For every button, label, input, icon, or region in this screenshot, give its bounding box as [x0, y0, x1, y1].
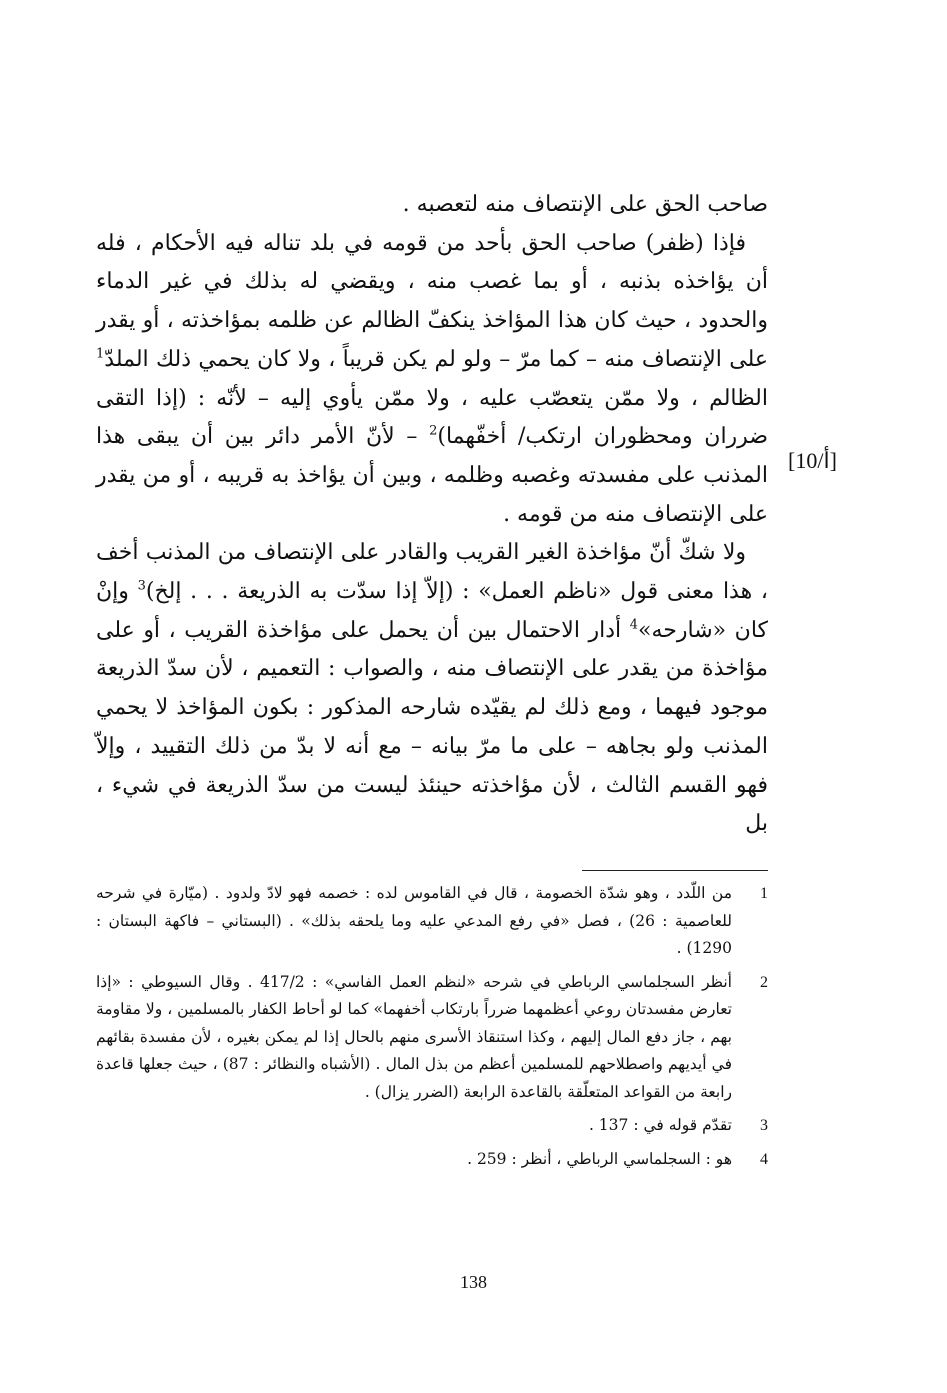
footnote-number: 1: [760, 885, 768, 902]
footnote-number: 3: [760, 1117, 768, 1134]
paragraph-3-part-2: وإنْ كان «شارحه»: [96, 579, 768, 643]
paragraph-2-part-2: الظالم ، ولا ممّن يتعصّب عليه ، ولا ممّن يأوي إليه – لأنّه : (إذا التقى ضرران ومحظوران ارتكب/ أخفّهما): [96, 385, 768, 450]
paragraph-2: [96, 225, 768, 535]
paragraph-3: [96, 534, 768, 844]
paragraph-1: صاحب الحق على الإنتصاف منه لتعصبه .: [402, 192, 768, 217]
footnote-number: 4: [760, 1150, 768, 1168]
paragraph-3-part-1: ولا شكّ أنّ مؤاخذة الغير القريب والقادر على الإنتصاف من المذنب أخف ، هذا معنى قول «ناظم العمل» : (إلاّ إذا سدّت به الذريعة . . . إلخ): [96, 540, 768, 605]
main-text: [96, 186, 768, 844]
footnote-ref-1[interactable]: 1: [96, 346, 105, 362]
paragraph-3-part-3: أدار الاحتمال بين أن يحمل على مؤاخذة القريب ، أو على مؤاخذة من يقدر على الإنتصاف منه ، والصواب : التعميم ، لأن سدّ الذريعة موجود فيهما ، ومع ذلك لم يقيّده شارحه المذكور : بكون المؤاخذ لا يحمي المذنب ولو بجاهه – على ما مرّ بيانه – مع أنه لا بدّ من ذلك التقييد ، وإلاّ فهو القسم الثالث ، لأن مؤاخذته حينئذ ليست من سدّ الذريعة في شيء ، بل: [96, 617, 769, 837]
footnote-text: هو : السجلماسي الرباطي ، أنظر : 259 .: [467, 1149, 732, 1168]
footnote-2: [96, 969, 768, 1107]
footnote-ref-4[interactable]: 4: [629, 617, 639, 633]
footnote-text: تقدّم قوله في : 137 .: [588, 1116, 732, 1134]
footnote-3: [96, 1112, 768, 1140]
footnote-separator: [582, 870, 768, 871]
footnote-text: من اللّدد ، وهو شدّة الخصومة ، قال في القاموس لده : خصمه فهو لادّ ولدود . (ميّارة في شرحه للعاصمية : 26) ، فصل «في رفع المدعي عليه وما يلحقه بذلك» . (البستاني – فاكهة البستان : 1290) .: [96, 884, 732, 957]
footnote-4: [96, 1146, 768, 1174]
paragraph-2-part-3: – لأنّ الأمر دائر بين أن يبقى هذا المذنب على مفسدته وغصبه وظلمه ، وبين أن يؤاخذ به قريبه ، أو من يقدر على الإنتصاف منه من قومه .: [96, 424, 768, 527]
page-number: 138: [460, 1272, 487, 1292]
paragraph-2-part-1: فإذا (ظفر) صاحب الحق بأحد من قومه في بلد تناله فيه الأحكام ، فله أن يؤاخذه بذنبه ، أو بما غصب منه ، ويقضي له بذلك في غير الدماء والحدود ، حيث كان هذا المؤاخذ ينكفّ الظالم عن ظلمه بمؤاخذته ، أو يقدر على الإنتصاف منه – كما مرّ – ولو لم يكن قريباً ، ولا كان يحمي ذلك الملدّ: [96, 230, 768, 372]
footnotes: [96, 880, 768, 1179]
footnote-1: [96, 880, 768, 963]
footnote-number: 2: [760, 973, 768, 991]
manuscript-folio-marker: [10/أ]: [788, 448, 837, 473]
footnote-ref-3[interactable]: 3: [137, 578, 146, 594]
footnote-ref-2[interactable]: 2: [429, 423, 438, 439]
footnote-text: أنظر السجلماسي الرباطي في شرحه «لنظم العمل الفاسي» : 417/2 . وقال السيوطي : «إذا تعارض مفسدتان روعي أعظمهما ضرراً بارتكاب أخفهما» كما لو أحاط الكفار بالمسلمين ، ولا مقاومة بهم ، جاز دفع المال إليهم ، وكذا استنقاذ الأسرى منهم بالحال إذا لم يمكن بغيره ، لأن مفسدة بقائهم في أيديهم واصطلاحهم للمسلمين أعظم من بذل المال . (الأشباه والنظائر : 87) ، حيث جعلها قاعدة رابعة من القواعد المتعلّقة بالقاعدة الرابعة (الضرر يزال) .: [96, 972, 732, 1101]
